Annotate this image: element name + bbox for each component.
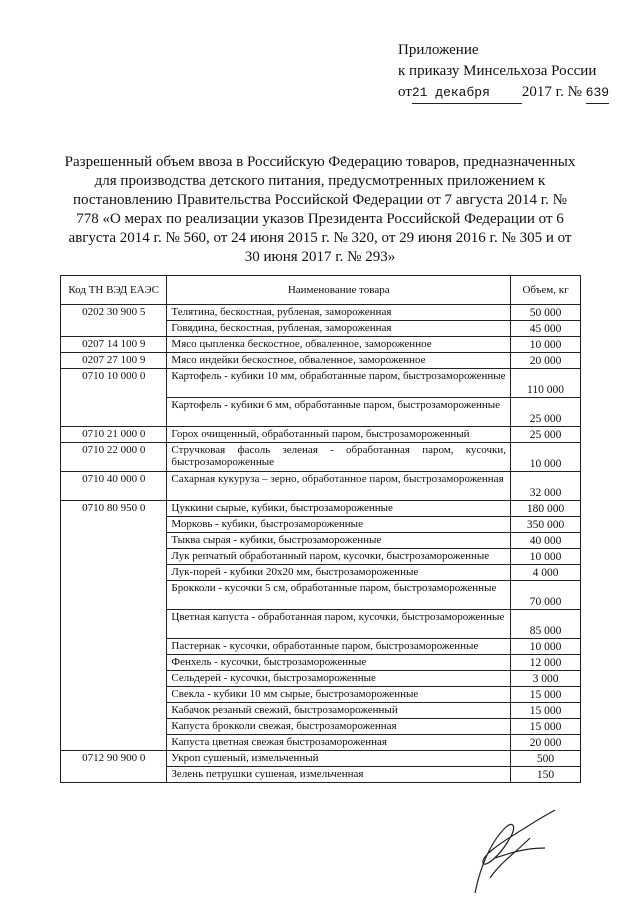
product-name-cell: Кабачок резаный свежий, быстрозамороженный [167,703,511,719]
table-body [61,305,581,783]
volume-cell: 10 000 [511,639,581,655]
volume-cell: 150 [511,767,581,783]
table-row [61,337,581,353]
product-name-cell: Зелень петрушки сушеная, измельченная [167,767,511,783]
appendix-line2: к приказу Минсельхоза России [398,63,597,79]
volume-cell: 20 000 [511,353,581,369]
hs-code-cell: 0202 30 900 5 [61,305,167,337]
product-name-cell: Свекла - кубики 10 мм сырые, быстрозамороженные [167,687,511,703]
table-row [61,751,581,767]
volume-cell: 85 000 [511,610,581,639]
product-name-cell: Лук-порей - кубики 20x20 мм, быстрозамороженные [167,565,511,581]
table-header-row [61,276,581,305]
product-name-cell: Фенхель - кусочки, быстрозамороженные [167,655,511,671]
product-name-cell: Пастернак - кусочки, обработанные паром, быстрозамороженные [167,639,511,655]
volume-cell: 15 000 [511,703,581,719]
order-year: 2017 г. № [521,84,582,100]
volume-cell: 10 000 [511,443,581,472]
product-name-cell: Мясо цыпленка бескостное, обваленное, замороженное [167,337,511,353]
volume-cell: 180 000 [511,501,581,517]
order-number: 639 [586,82,609,104]
table-row [61,501,581,517]
table-row [61,443,581,472]
table-row [61,472,581,501]
volume-cell: 350 000 [511,517,581,533]
product-name-cell: Сахарная кукуруза – зерно, обработанное паром, быстрозамороженная [167,472,511,501]
appendix-header [398,40,609,104]
hs-code-cell: 0712 90 900 0 [61,751,167,783]
product-name-cell: Брокколи - кусочки 5 см, обработанные паром, быстрозамороженные [167,581,511,610]
appendix-line1: Приложение [398,42,479,58]
hs-code-cell: 0207 27 100 9 [61,353,167,369]
volume-cell: 20 000 [511,735,581,751]
product-name-cell: Морковь - кубики, быстрозамороженные [167,517,511,533]
volume-cell: 15 000 [511,719,581,735]
table-row [61,369,581,398]
header-name: Наименование товара [167,276,511,305]
volume-cell: 3 000 [511,671,581,687]
volume-cell: 10 000 [511,549,581,565]
product-name-cell: Цуккини сырые, кубики, быстрозамороженные [167,501,511,517]
product-name-cell: Мясо индейки бескостное, обваленное, замороженное [167,353,511,369]
product-name-cell: Горох очищенный, обработанный паром, быстрозамороженный [167,427,511,443]
volume-cell: 10 000 [511,337,581,353]
appendix-prefix: от [398,84,412,100]
product-name-cell: Говядина, бескостная, рубленая, замороженная [167,321,511,337]
volume-cell: 25 000 [511,427,581,443]
table-row [61,353,581,369]
product-name-cell: Телятина, бескостная, рубленая, замороженная [167,305,511,321]
volume-cell: 12 000 [511,655,581,671]
volume-cell: 500 [511,751,581,767]
product-name-cell: Картофель - кубики 10 мм, обработанные паром, быстрозамороженные [167,369,511,398]
appendix-line3 [398,82,609,104]
volume-cell: 4 000 [511,565,581,581]
volume-cell: 15 000 [511,687,581,703]
hs-code-cell: 0710 10 000 0 [61,369,167,427]
volume-cell: 50 000 [511,305,581,321]
hs-code-cell: 0710 40 000 0 [61,472,167,501]
signature [455,808,565,898]
order-date: 21 декабря [412,82,522,104]
header-volume: Объем, кг [511,276,581,305]
hs-code-cell: 0710 80 950 0 [61,501,167,751]
hs-code-cell: 0207 14 100 9 [61,337,167,353]
volume-cell: 45 000 [511,321,581,337]
document-title: Разрешенный объем ввоза в Российскую Федерацию товаров, предназначенных для производства детского питания, предусмотренных приложением к постановлению Правительства Российской Федерации от 7 августа 2014 г. № 778 «О мерах по реализации указов Президента Российской Федерации от 6 августа 2014 г. № 560, от 24 июня 2015 г. № 320, от 29 июня 2016 г. № 305 и от 30 июня 2017 г. № 293» [64,154,576,265]
hs-code-cell: 0710 21 000 0 [61,427,167,443]
volume-cell: 70 000 [511,581,581,610]
hs-code-cell: 0710 22 000 0 [61,443,167,472]
product-name-cell: Стручковая фасоль зеленая - обработанная паром, кусочки, быстрозамороженные [167,443,511,472]
volume-cell: 32 000 [511,472,581,501]
header-code: Код ТН ВЭД ЕАЭС [61,276,167,305]
product-name-cell: Цветная капуста - обработанная паром, кусочки, быстрозамороженные [167,610,511,639]
product-name-cell: Лук репчатый обработанный паром, кусочки, быстрозамороженные [167,549,511,565]
product-name-cell: Капуста брокколи свежая, быстрозамороженная [167,719,511,735]
volume-cell: 25 000 [511,398,581,427]
volume-table [60,275,581,783]
product-name-cell: Картофель - кубики 6 мм, обработанные паром, быстрозамороженные [167,398,511,427]
product-name-cell: Укроп сушеный, измельченный [167,751,511,767]
table-row [61,427,581,443]
product-name-cell: Капуста цветная свежая быстрозамороженная [167,735,511,751]
volume-cell: 110 000 [511,369,581,398]
product-name-cell: Сельдерей - кусочки, быстрозамороженные [167,671,511,687]
volume-cell: 40 000 [511,533,581,549]
table-row [61,305,581,321]
product-name-cell: Тыква сырая - кубики, быстрозамороженные [167,533,511,549]
